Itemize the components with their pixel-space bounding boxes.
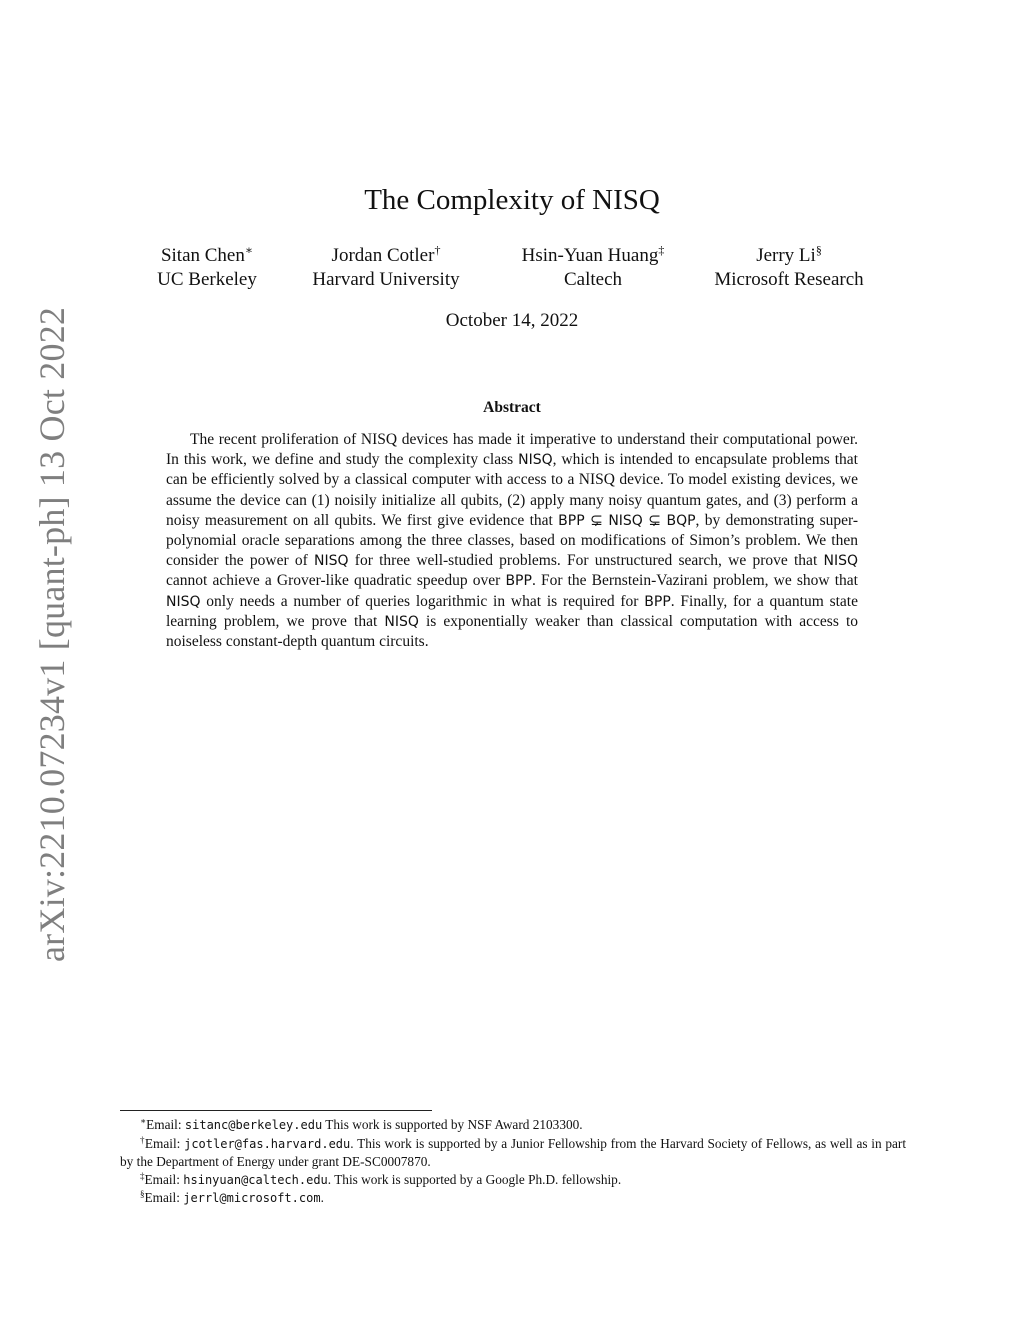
footnotes	[120, 1116, 906, 1208]
footnote-mark: ‡	[658, 243, 665, 257]
email-link[interactable]: jcotler@fas.harvard.edu	[184, 1136, 351, 1151]
email-link[interactable]: jerrl@microsoft.com	[183, 1191, 321, 1206]
author-affiliation: UC Berkeley	[157, 269, 257, 290]
abstract-heading: Abstract	[483, 399, 541, 416]
footnote-divider	[120, 1110, 432, 1111]
author-affiliation: Caltech	[563, 269, 623, 290]
complexity-class: NISQ	[823, 553, 858, 570]
complexity-class: NISQ	[608, 512, 643, 529]
complexity-class: BQP	[666, 512, 696, 529]
complexity-class: NISQ	[384, 613, 419, 630]
author-name: Sitan Chen∗	[160, 243, 254, 266]
complexity-class: NISQ	[314, 553, 349, 570]
complexity-class: BPP	[644, 593, 671, 610]
complexity-class: NISQ	[518, 452, 553, 469]
footnote-mark: †	[434, 243, 441, 257]
paper-date: October 14, 2022	[445, 310, 579, 331]
author-block	[689, 244, 889, 292]
email-link[interactable]: sitanc@berkeley.edu	[184, 1118, 323, 1132]
abstract-body: The recent proliferation of NISQ devices has made it imperative to understand their computational power. In this work, we define and study the complexity class NISQ, which is intended to encapsulate problems that can be efficiently solved by a classical computer with access to a NISQ device. To model existing devices, we assume the device can (1) noisily initialize all qubits, (2) apply many noisy quantum gates, and (3) perform a noisy measurement on all qubits. We first give evidence that BPP ⊊ NISQ ⊊ BQP, by demonstrating super-polynomial oracle separations among the three classes, based on modifications of Simon’s problem. We then consider the power of NISQ for three well-studied problems. For unstructured search, we prove that NISQ cannot achieve a Grover-like quadratic speedup over BPP. For the Bernstein-Vazirani problem, we show that NISQ only needs a number of queries logarithmic in what is required for BPP. Finally, for a quantum state learning problem, we prove that NISQ is exponentially weaker than classical computation with access to noiseless constant-depth quantum circuits.	[166, 431, 858, 651]
author-block	[127, 244, 287, 292]
arxiv-identifier-stamp: arXiv:2210.07234v1 [quant-ph] 13 Oct 2022	[32, 306, 72, 962]
author-name: Hsin-Yuan Huang‡	[521, 243, 665, 266]
author-name: Jerry Li§	[756, 243, 822, 266]
footnote: ∗Email: sitanc@berkeley.edu This work is supported by NSF Award 2103300.	[140, 1116, 583, 1132]
footnote: §Email: jerrl@microsoft.com.	[140, 1189, 324, 1206]
paper-title: The Complexity of NISQ	[364, 184, 660, 216]
author-name: Jordan Cotler†	[331, 243, 441, 266]
footnote: ‡Email: hsinyuan@caltech.edu. This work is supported by a Google Ph.D. fellowship.	[140, 1170, 622, 1187]
author-block	[286, 244, 486, 292]
footnote: †Email: jcotler@fas.harvard.edu. This work is supported by a Junior Fellowship from the Harvard Society of Fellows, as well as in part by the Department of Energy under grant DE-SC0007870.	[120, 1134, 907, 1170]
email-link[interactable]: hsinyuan@caltech.edu	[183, 1172, 328, 1187]
author-block	[493, 244, 693, 292]
footnote-mark: §	[815, 243, 822, 257]
complexity-class: BPP	[505, 573, 532, 590]
complexity-class: NISQ	[166, 593, 201, 610]
footnote-mark: ∗	[244, 243, 254, 257]
complexity-class: BPP	[558, 512, 585, 529]
author-affiliation: Harvard University	[312, 269, 460, 290]
author-affiliation: Microsoft Research	[714, 269, 864, 290]
